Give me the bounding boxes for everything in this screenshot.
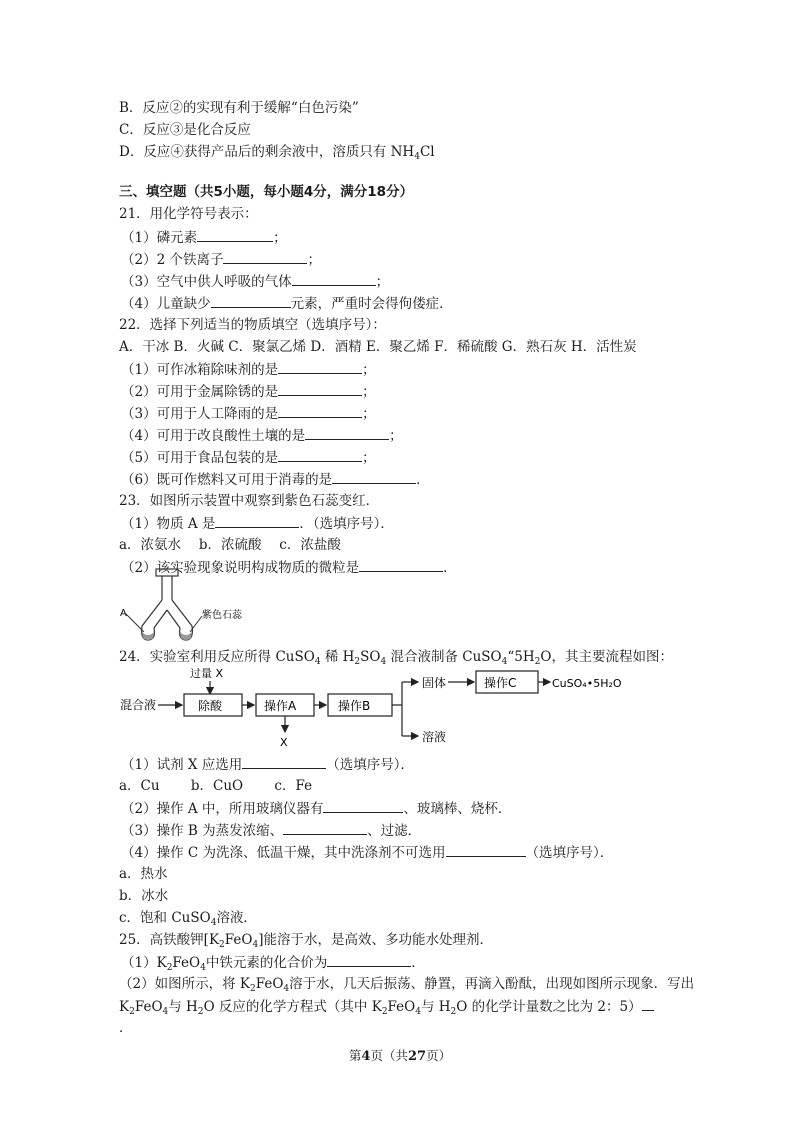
q25-item-1: $(1)K_2FeO_4$中铁元素的化合价为 ． (121, 952, 425, 978)
q21-item-3: （3）空气中供人呼吸的气体 ； (121, 271, 389, 292)
q23-stem: 23．如图所示装置中观察到紫色石蕊变红． (119, 493, 380, 509)
q22-item-3: （3）可用于人工降雨的是 ； (121, 403, 376, 424)
q24-choices-1: a．Cu b．CuO c．Fe (119, 778, 313, 794)
y-tube-figure (118, 566, 268, 644)
q24-stem: 24．实验室利用反应所得 CuSO$_4$ 稀 $H_2SO_4$ 混合液制备 $CuSO_4“5H_2O$，其主要流程如图： (119, 649, 673, 667)
label-litmus: 紫色石蕊 (202, 610, 242, 621)
q23-item-1: （1）物质 A 是 ．（选填序号）． (121, 513, 394, 534)
q22-item-6: （6）既可作燃料又可用于消毒的是 ． (121, 469, 430, 490)
option-d: D．反应④获得产品后的剩余液中，溶质只有 $NH_4Cl$ (119, 144, 435, 162)
q24-opt-b: b．冰水 (119, 888, 169, 904)
x-out-label: X (280, 736, 288, 749)
option-c: C．反应③是化合反应 (119, 122, 251, 138)
q25-item-2-line1: （2）如图所示，将 $K_2FeO_4$溶于水，几天后振荡、静置，再滴入酚酞，出现如图所示现象．写出 (119, 976, 695, 994)
op-c-label: 操作C (484, 676, 517, 690)
q25-stem: 25．高铁酸钾$[K_2FeO_4]$能溶于水，是高效、多功能水处理剂． (119, 932, 493, 950)
section-title: 三、填空题（共5小题，每小题4分，满分18分） (119, 184, 414, 200)
q22-item-2: （2）可用于金属除锈的是 ； (121, 381, 376, 402)
page-footer: 第4页（共27页） (348, 1048, 452, 1064)
option-b: B．反应②的实现有利于缓解“白色污染” (119, 100, 359, 116)
solution-label: 溶液 (422, 730, 447, 744)
excess-x-label: 过量 X (190, 667, 224, 680)
q21-item-2: （2）2 个铁离子 ； (121, 249, 321, 270)
q22-choices: A．干冰 B．火碱 C．聚氯乙烯 D．酒精 E．聚乙烯 F．稀硫酸 G．熟石灰 H．活性炭 (119, 339, 637, 355)
q23-item-2: （2）该实验现象说明构成物质的微粒是 ． (121, 557, 457, 578)
mixture-label: 混合液 (120, 698, 157, 712)
q23-choices: a．浓氨水 b．浓硫酸 c．浓盐酸 (119, 537, 341, 553)
op-b-label: 操作B (338, 699, 371, 713)
process-flowchart (118, 664, 630, 750)
q24-opt-a: a．热水 (119, 866, 168, 882)
label-a: A (120, 608, 127, 619)
q24-item-2: （2）操作 A 中，所用玻璃仪器有 、玻璃棒、烧杯． (121, 798, 511, 819)
solid-label: 固体 (422, 676, 447, 690)
q22-item-5: （5）可用于食品包装的是 ； (121, 447, 376, 468)
q22-item-1: （1）可作冰箱除味剂的是 ； (121, 359, 376, 380)
op-a-label: 操作A (264, 699, 297, 713)
q24-item-1: （1）试剂 X 应选用 （选填序号）． (121, 754, 414, 775)
q21-item-4: （4）儿童缺少 元素，严重时会得佝偻症． (121, 293, 453, 314)
q25-item-2-line3: ． (119, 1020, 133, 1036)
q24-item-3: （3）操作 B 为蒸发浓缩、 、过滤． (121, 820, 421, 841)
q24-item-4: （4）操作 C 为洗涤、低温干燥，其中洗涤剂不可选用 （选填序号）． (121, 842, 613, 863)
q21-stem: 21．用化学符号表示： (119, 206, 258, 222)
q21-item-1: （1）磷元素 ； (121, 227, 287, 248)
q22-stem: 22．选择下列适当的物质填空（选填序号）： (119, 317, 386, 333)
product-label: CuSO₄•5H₂O (552, 677, 622, 690)
remove-acid-label: 除酸 (198, 699, 223, 713)
q24-opt-c: c．饱和 CuSO$_4$溶液． (119, 910, 257, 928)
q22-item-4: （4）可用于改良酸性土壤的是 ； (121, 425, 403, 446)
q25-item-2-line2: $K_2FeO_4$与 $H_2O$ 反应的化学方程式（其中 $K_2FeO_4$与 $H_2O$ 的化学计量数之比为 2：5） (119, 996, 654, 1022)
